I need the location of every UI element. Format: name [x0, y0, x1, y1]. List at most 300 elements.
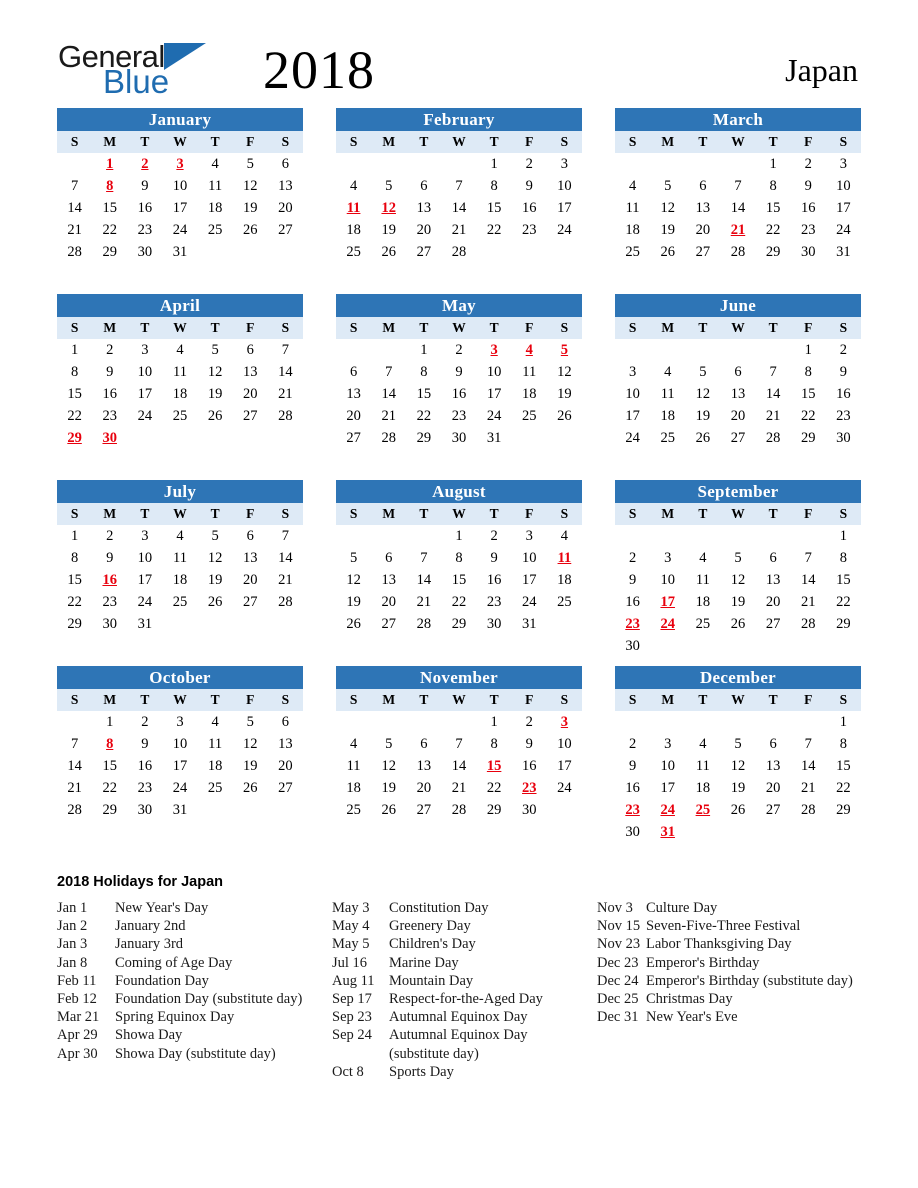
day-cell[interactable]: 27: [685, 241, 720, 263]
day-cell[interactable]: 11: [512, 361, 547, 383]
day-cell[interactable]: 26: [547, 405, 582, 427]
day-cell[interactable]: 16: [791, 197, 826, 219]
day-cell[interactable]: 22: [57, 591, 92, 613]
day-cell[interactable]: 23: [92, 405, 127, 427]
day-cell[interactable]: 15: [756, 197, 791, 219]
day-cell[interactable]: 16: [826, 383, 861, 405]
day-cell[interactable]: 2: [791, 153, 826, 175]
day-cell-holiday[interactable]: 8: [92, 175, 127, 197]
day-cell[interactable]: 29: [441, 613, 476, 635]
day-cell[interactable]: 18: [198, 755, 233, 777]
day-cell[interactable]: 24: [127, 591, 162, 613]
day-cell[interactable]: 26: [650, 241, 685, 263]
day-cell[interactable]: 28: [268, 405, 303, 427]
day-cell[interactable]: 16: [127, 755, 162, 777]
day-cell[interactable]: 14: [57, 197, 92, 219]
day-cell[interactable]: 7: [441, 175, 476, 197]
day-cell[interactable]: 10: [547, 175, 582, 197]
day-cell[interactable]: 7: [406, 547, 441, 569]
day-cell[interactable]: 21: [791, 777, 826, 799]
day-cell[interactable]: 26: [371, 799, 406, 821]
day-cell[interactable]: 28: [720, 241, 755, 263]
day-cell[interactable]: 21: [756, 405, 791, 427]
day-cell[interactable]: 24: [826, 219, 861, 241]
day-cell[interactable]: 7: [57, 175, 92, 197]
day-cell[interactable]: 28: [57, 799, 92, 821]
day-cell[interactable]: 2: [826, 339, 861, 361]
day-cell[interactable]: 13: [268, 175, 303, 197]
day-cell[interactable]: 5: [685, 361, 720, 383]
day-cell[interactable]: 28: [268, 591, 303, 613]
day-cell-holiday[interactable]: 17: [650, 591, 685, 613]
day-cell[interactable]: 26: [685, 427, 720, 449]
day-cell[interactable]: 14: [441, 755, 476, 777]
day-cell-holiday[interactable]: 24: [650, 799, 685, 821]
day-cell[interactable]: 4: [650, 361, 685, 383]
day-cell[interactable]: 9: [615, 755, 650, 777]
day-cell[interactable]: 25: [336, 241, 371, 263]
day-cell[interactable]: 8: [406, 361, 441, 383]
day-cell[interactable]: 12: [198, 547, 233, 569]
day-cell[interactable]: 29: [92, 241, 127, 263]
day-cell[interactable]: 2: [92, 525, 127, 547]
day-cell[interactable]: 26: [233, 219, 268, 241]
day-cell[interactable]: 12: [336, 569, 371, 591]
day-cell[interactable]: 6: [406, 175, 441, 197]
day-cell[interactable]: 6: [268, 711, 303, 733]
day-cell[interactable]: 25: [615, 241, 650, 263]
day-cell[interactable]: 20: [720, 405, 755, 427]
day-cell[interactable]: 17: [826, 197, 861, 219]
day-cell[interactable]: 14: [441, 197, 476, 219]
day-cell[interactable]: 31: [826, 241, 861, 263]
day-cell[interactable]: 28: [791, 613, 826, 635]
day-cell[interactable]: 26: [720, 613, 755, 635]
day-cell[interactable]: 7: [268, 525, 303, 547]
day-cell[interactable]: 30: [512, 799, 547, 821]
day-cell[interactable]: 17: [127, 569, 162, 591]
day-cell[interactable]: 12: [720, 755, 755, 777]
day-cell[interactable]: 20: [233, 383, 268, 405]
day-cell[interactable]: 3: [826, 153, 861, 175]
day-cell[interactable]: 30: [477, 613, 512, 635]
day-cell[interactable]: 20: [406, 219, 441, 241]
day-cell-holiday[interactable]: 2: [127, 153, 162, 175]
day-cell[interactable]: 8: [826, 733, 861, 755]
day-cell[interactable]: 16: [127, 197, 162, 219]
day-cell[interactable]: 4: [198, 153, 233, 175]
day-cell[interactable]: 2: [512, 153, 547, 175]
day-cell[interactable]: 10: [162, 175, 197, 197]
day-cell[interactable]: 22: [441, 591, 476, 613]
day-cell[interactable]: 11: [162, 547, 197, 569]
day-cell[interactable]: 14: [371, 383, 406, 405]
day-cell[interactable]: 20: [268, 197, 303, 219]
day-cell-holiday[interactable]: 1: [92, 153, 127, 175]
day-cell[interactable]: 7: [268, 339, 303, 361]
day-cell[interactable]: 6: [233, 525, 268, 547]
day-cell[interactable]: 13: [756, 569, 791, 591]
day-cell[interactable]: 18: [162, 569, 197, 591]
day-cell[interactable]: 25: [336, 799, 371, 821]
day-cell[interactable]: 12: [547, 361, 582, 383]
day-cell[interactable]: 7: [791, 547, 826, 569]
day-cell[interactable]: 21: [791, 591, 826, 613]
day-cell[interactable]: 30: [441, 427, 476, 449]
day-cell[interactable]: 24: [162, 219, 197, 241]
day-cell-holiday[interactable]: 11: [336, 197, 371, 219]
day-cell[interactable]: 4: [162, 339, 197, 361]
day-cell[interactable]: 1: [826, 525, 861, 547]
day-cell[interactable]: 20: [336, 405, 371, 427]
day-cell[interactable]: 27: [720, 427, 755, 449]
day-cell-holiday[interactable]: 23: [615, 613, 650, 635]
day-cell[interactable]: 19: [685, 405, 720, 427]
day-cell[interactable]: 15: [406, 383, 441, 405]
day-cell[interactable]: 30: [127, 241, 162, 263]
day-cell-holiday[interactable]: 23: [512, 777, 547, 799]
day-cell[interactable]: 13: [406, 197, 441, 219]
day-cell[interactable]: 9: [92, 547, 127, 569]
day-cell[interactable]: 19: [198, 569, 233, 591]
day-cell[interactable]: 30: [615, 821, 650, 843]
day-cell[interactable]: 28: [371, 427, 406, 449]
day-cell[interactable]: 3: [127, 339, 162, 361]
day-cell[interactable]: 21: [406, 591, 441, 613]
day-cell[interactable]: 30: [791, 241, 826, 263]
day-cell[interactable]: 1: [406, 339, 441, 361]
day-cell[interactable]: 11: [162, 361, 197, 383]
day-cell-holiday[interactable]: 4: [512, 339, 547, 361]
day-cell-holiday[interactable]: 23: [615, 799, 650, 821]
day-cell[interactable]: 14: [791, 755, 826, 777]
day-cell[interactable]: 6: [756, 733, 791, 755]
day-cell[interactable]: 17: [162, 197, 197, 219]
day-cell[interactable]: 17: [512, 569, 547, 591]
day-cell[interactable]: 6: [756, 547, 791, 569]
day-cell[interactable]: 9: [92, 361, 127, 383]
day-cell[interactable]: 19: [233, 197, 268, 219]
day-cell[interactable]: 11: [198, 175, 233, 197]
day-cell[interactable]: 14: [756, 383, 791, 405]
day-cell[interactable]: 21: [441, 777, 476, 799]
day-cell[interactable]: 24: [615, 427, 650, 449]
day-cell[interactable]: 9: [826, 361, 861, 383]
day-cell[interactable]: 11: [198, 733, 233, 755]
day-cell[interactable]: 1: [57, 525, 92, 547]
day-cell[interactable]: 23: [92, 591, 127, 613]
day-cell[interactable]: 20: [268, 755, 303, 777]
day-cell[interactable]: 17: [650, 777, 685, 799]
day-cell[interactable]: 1: [57, 339, 92, 361]
day-cell[interactable]: 9: [615, 569, 650, 591]
day-cell[interactable]: 15: [441, 569, 476, 591]
day-cell[interactable]: 13: [336, 383, 371, 405]
day-cell[interactable]: 10: [477, 361, 512, 383]
day-cell[interactable]: 16: [512, 197, 547, 219]
day-cell[interactable]: 10: [127, 361, 162, 383]
day-cell[interactable]: 10: [512, 547, 547, 569]
day-cell[interactable]: 29: [791, 427, 826, 449]
day-cell[interactable]: 29: [756, 241, 791, 263]
day-cell[interactable]: 5: [198, 525, 233, 547]
day-cell[interactable]: 15: [826, 755, 861, 777]
day-cell[interactable]: 27: [756, 613, 791, 635]
day-cell[interactable]: 29: [57, 613, 92, 635]
day-cell[interactable]: 13: [233, 361, 268, 383]
day-cell[interactable]: 21: [371, 405, 406, 427]
day-cell[interactable]: 11: [336, 755, 371, 777]
day-cell[interactable]: 8: [477, 175, 512, 197]
day-cell-holiday[interactable]: 3: [547, 711, 582, 733]
day-cell[interactable]: 21: [268, 383, 303, 405]
day-cell[interactable]: 21: [57, 219, 92, 241]
day-cell-holiday[interactable]: 29: [57, 427, 92, 449]
day-cell[interactable]: 29: [92, 799, 127, 821]
day-cell[interactable]: 24: [127, 405, 162, 427]
day-cell[interactable]: 26: [720, 799, 755, 821]
day-cell[interactable]: 4: [685, 733, 720, 755]
day-cell[interactable]: 3: [615, 361, 650, 383]
day-cell[interactable]: 12: [720, 569, 755, 591]
day-cell[interactable]: 7: [791, 733, 826, 755]
day-cell[interactable]: 7: [441, 733, 476, 755]
day-cell[interactable]: 25: [650, 427, 685, 449]
day-cell[interactable]: 20: [685, 219, 720, 241]
day-cell[interactable]: 9: [512, 733, 547, 755]
day-cell[interactable]: 22: [57, 405, 92, 427]
day-cell[interactable]: 8: [477, 733, 512, 755]
day-cell[interactable]: 27: [406, 241, 441, 263]
day-cell[interactable]: 6: [371, 547, 406, 569]
day-cell[interactable]: 26: [336, 613, 371, 635]
day-cell[interactable]: 17: [547, 197, 582, 219]
day-cell[interactable]: 1: [756, 153, 791, 175]
day-cell[interactable]: 20: [756, 777, 791, 799]
day-cell[interactable]: 17: [477, 383, 512, 405]
day-cell[interactable]: 5: [336, 547, 371, 569]
day-cell[interactable]: 31: [162, 799, 197, 821]
day-cell[interactable]: 23: [477, 591, 512, 613]
day-cell[interactable]: 27: [336, 427, 371, 449]
day-cell[interactable]: 18: [162, 383, 197, 405]
day-cell[interactable]: 19: [547, 383, 582, 405]
day-cell[interactable]: 13: [685, 197, 720, 219]
day-cell[interactable]: 7: [756, 361, 791, 383]
day-cell-holiday[interactable]: 11: [547, 547, 582, 569]
day-cell[interactable]: 27: [268, 777, 303, 799]
day-cell[interactable]: 15: [57, 569, 92, 591]
day-cell[interactable]: 19: [336, 591, 371, 613]
day-cell[interactable]: 22: [92, 777, 127, 799]
day-cell[interactable]: 16: [477, 569, 512, 591]
day-cell-holiday[interactable]: 30: [92, 427, 127, 449]
day-cell[interactable]: 28: [441, 241, 476, 263]
day-cell[interactable]: 1: [477, 153, 512, 175]
day-cell[interactable]: 9: [512, 175, 547, 197]
day-cell[interactable]: 6: [720, 361, 755, 383]
day-cell[interactable]: 13: [371, 569, 406, 591]
day-cell[interactable]: 14: [720, 197, 755, 219]
day-cell[interactable]: 24: [162, 777, 197, 799]
day-cell[interactable]: 23: [826, 405, 861, 427]
day-cell[interactable]: 29: [477, 799, 512, 821]
day-cell[interactable]: 19: [233, 755, 268, 777]
day-cell[interactable]: 18: [685, 591, 720, 613]
day-cell[interactable]: 2: [615, 547, 650, 569]
day-cell[interactable]: 25: [512, 405, 547, 427]
day-cell-holiday[interactable]: 8: [92, 733, 127, 755]
day-cell[interactable]: 28: [406, 613, 441, 635]
day-cell[interactable]: 25: [162, 405, 197, 427]
day-cell[interactable]: 24: [512, 591, 547, 613]
day-cell[interactable]: 13: [268, 733, 303, 755]
day-cell[interactable]: 21: [441, 219, 476, 241]
day-cell[interactable]: 6: [406, 733, 441, 755]
day-cell[interactable]: 28: [441, 799, 476, 821]
day-cell[interactable]: 5: [233, 711, 268, 733]
day-cell[interactable]: 18: [547, 569, 582, 591]
day-cell-holiday[interactable]: 16: [92, 569, 127, 591]
day-cell[interactable]: 12: [685, 383, 720, 405]
day-cell[interactable]: 8: [57, 547, 92, 569]
day-cell-holiday[interactable]: 21: [720, 219, 755, 241]
day-cell[interactable]: 18: [198, 197, 233, 219]
day-cell[interactable]: 25: [685, 613, 720, 635]
day-cell-holiday[interactable]: 3: [477, 339, 512, 361]
day-cell[interactable]: 3: [512, 525, 547, 547]
day-cell[interactable]: 16: [92, 383, 127, 405]
day-cell[interactable]: 10: [615, 383, 650, 405]
day-cell[interactable]: 31: [127, 613, 162, 635]
day-cell[interactable]: 4: [615, 175, 650, 197]
day-cell[interactable]: 15: [92, 197, 127, 219]
day-cell[interactable]: 23: [441, 405, 476, 427]
day-cell[interactable]: 9: [477, 547, 512, 569]
day-cell[interactable]: 2: [477, 525, 512, 547]
day-cell[interactable]: 1: [791, 339, 826, 361]
day-cell[interactable]: 1: [826, 711, 861, 733]
day-cell-holiday[interactable]: 12: [371, 197, 406, 219]
day-cell[interactable]: 14: [268, 361, 303, 383]
day-cell[interactable]: 20: [756, 591, 791, 613]
day-cell[interactable]: 11: [615, 197, 650, 219]
day-cell[interactable]: 12: [198, 361, 233, 383]
day-cell[interactable]: 9: [791, 175, 826, 197]
day-cell[interactable]: 26: [198, 591, 233, 613]
day-cell[interactable]: 5: [371, 733, 406, 755]
day-cell[interactable]: 10: [826, 175, 861, 197]
day-cell[interactable]: 16: [512, 755, 547, 777]
day-cell[interactable]: 4: [162, 525, 197, 547]
day-cell[interactable]: 27: [233, 405, 268, 427]
day-cell-holiday[interactable]: 5: [547, 339, 582, 361]
day-cell[interactable]: 19: [371, 219, 406, 241]
day-cell[interactable]: 18: [615, 219, 650, 241]
day-cell[interactable]: 4: [198, 711, 233, 733]
day-cell[interactable]: 28: [791, 799, 826, 821]
day-cell[interactable]: 16: [615, 777, 650, 799]
day-cell[interactable]: 12: [233, 733, 268, 755]
day-cell[interactable]: 31: [162, 241, 197, 263]
day-cell[interactable]: 18: [685, 777, 720, 799]
day-cell[interactable]: 29: [826, 613, 861, 635]
day-cell[interactable]: 21: [57, 777, 92, 799]
day-cell[interactable]: 7: [371, 361, 406, 383]
day-cell[interactable]: 18: [512, 383, 547, 405]
day-cell[interactable]: 5: [198, 339, 233, 361]
day-cell[interactable]: 14: [57, 755, 92, 777]
day-cell[interactable]: 5: [720, 733, 755, 755]
day-cell[interactable]: 2: [92, 339, 127, 361]
day-cell-holiday[interactable]: 31: [650, 821, 685, 843]
day-cell[interactable]: 16: [615, 591, 650, 613]
day-cell[interactable]: 7: [720, 175, 755, 197]
day-cell[interactable]: 13: [233, 547, 268, 569]
day-cell[interactable]: 18: [650, 405, 685, 427]
day-cell[interactable]: 5: [233, 153, 268, 175]
day-cell[interactable]: 18: [336, 219, 371, 241]
day-cell[interactable]: 22: [791, 405, 826, 427]
day-cell[interactable]: 6: [685, 175, 720, 197]
day-cell-holiday[interactable]: 15: [477, 755, 512, 777]
day-cell[interactable]: 14: [406, 569, 441, 591]
day-cell[interactable]: 17: [127, 383, 162, 405]
day-cell[interactable]: 2: [512, 711, 547, 733]
day-cell[interactable]: 3: [547, 153, 582, 175]
day-cell[interactable]: 28: [57, 241, 92, 263]
day-cell[interactable]: 22: [826, 591, 861, 613]
day-cell[interactable]: 4: [547, 525, 582, 547]
day-cell[interactable]: 27: [233, 591, 268, 613]
day-cell[interactable]: 1: [477, 711, 512, 733]
day-cell[interactable]: 15: [57, 383, 92, 405]
day-cell[interactable]: 12: [371, 755, 406, 777]
day-cell[interactable]: 31: [477, 427, 512, 449]
day-cell[interactable]: 22: [92, 219, 127, 241]
day-cell[interactable]: 12: [233, 175, 268, 197]
day-cell[interactable]: 2: [615, 733, 650, 755]
day-cell[interactable]: 20: [233, 569, 268, 591]
day-cell[interactable]: 20: [406, 777, 441, 799]
day-cell[interactable]: 11: [685, 755, 720, 777]
day-cell[interactable]: 23: [127, 219, 162, 241]
day-cell[interactable]: 19: [371, 777, 406, 799]
day-cell[interactable]: 10: [650, 569, 685, 591]
day-cell[interactable]: 20: [371, 591, 406, 613]
day-cell[interactable]: 23: [127, 777, 162, 799]
day-cell[interactable]: 8: [826, 547, 861, 569]
day-cell[interactable]: 19: [720, 591, 755, 613]
day-cell[interactable]: 21: [268, 569, 303, 591]
day-cell-holiday[interactable]: 25: [685, 799, 720, 821]
day-cell[interactable]: 30: [127, 799, 162, 821]
day-cell[interactable]: 3: [127, 525, 162, 547]
day-cell[interactable]: 5: [650, 175, 685, 197]
day-cell[interactable]: 24: [547, 777, 582, 799]
day-cell[interactable]: 31: [512, 613, 547, 635]
day-cell[interactable]: 27: [756, 799, 791, 821]
day-cell[interactable]: 25: [198, 219, 233, 241]
day-cell[interactable]: 8: [791, 361, 826, 383]
day-cell[interactable]: 1: [92, 711, 127, 733]
day-cell[interactable]: 9: [127, 175, 162, 197]
day-cell[interactable]: 30: [92, 613, 127, 635]
day-cell[interactable]: 10: [547, 733, 582, 755]
day-cell[interactable]: 17: [547, 755, 582, 777]
day-cell[interactable]: 18: [336, 777, 371, 799]
day-cell[interactable]: 4: [336, 175, 371, 197]
